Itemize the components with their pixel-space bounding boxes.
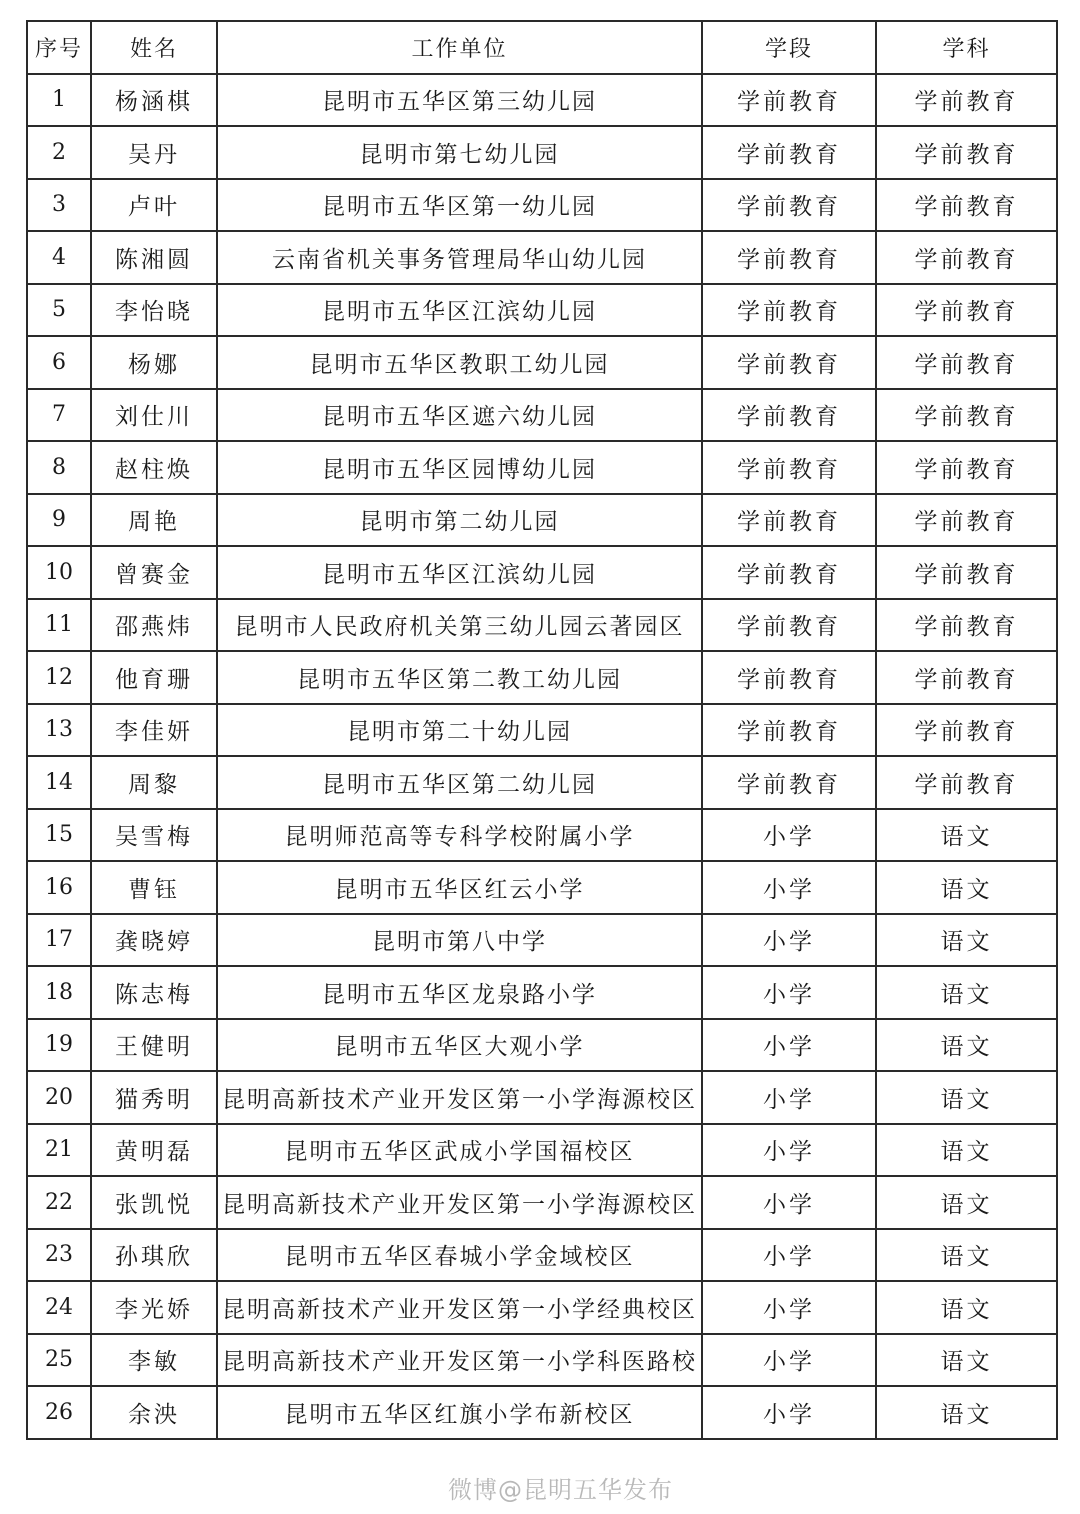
cell-name: 李光娇 (91, 1281, 217, 1334)
cell-subject: 学前教育 (876, 231, 1057, 284)
cell-subject: 语文 (876, 1071, 1057, 1124)
header-unit: 工作单位 (217, 21, 702, 74)
cell-unit: 昆明市五华区大观小学 (217, 1019, 702, 1072)
table-row (27, 1176, 1057, 1229)
table-row (27, 231, 1057, 284)
cell-no: 22 (27, 1176, 91, 1229)
cell-unit: 昆明市五华区教职工幼儿园 (217, 336, 702, 389)
cell-no: 24 (27, 1281, 91, 1334)
cell-stage: 学前教育 (702, 336, 876, 389)
table-row (27, 1019, 1057, 1072)
cell-name: 余泱 (91, 1386, 217, 1439)
cell-no: 15 (27, 809, 91, 862)
cell-subject: 语文 (876, 1281, 1057, 1334)
cell-subject: 语文 (876, 1124, 1057, 1177)
cell-unit: 昆明市第八中学 (217, 914, 702, 967)
cell-no: 26 (27, 1386, 91, 1439)
cell-subject: 学前教育 (876, 756, 1057, 809)
cell-unit: 昆明市五华区红旗小学布新校区 (217, 1386, 702, 1439)
table-row (27, 1386, 1057, 1439)
cell-subject: 学前教育 (876, 651, 1057, 704)
cell-stage: 小学 (702, 966, 876, 1019)
cell-stage: 小学 (702, 1229, 876, 1282)
teacher-roster-table (26, 20, 1058, 1440)
table-row (27, 389, 1057, 442)
cell-subject: 学前教育 (876, 126, 1057, 179)
cell-name: 吴雪梅 (91, 809, 217, 862)
cell-subject: 语文 (876, 861, 1057, 914)
cell-name: 黄明磊 (91, 1124, 217, 1177)
cell-no: 11 (27, 599, 91, 652)
cell-stage: 小学 (702, 809, 876, 862)
cell-subject: 学前教育 (876, 704, 1057, 757)
cell-name: 卢叶 (91, 179, 217, 232)
cell-name: 周艳 (91, 494, 217, 547)
cell-no: 10 (27, 546, 91, 599)
cell-no: 21 (27, 1124, 91, 1177)
cell-no: 7 (27, 389, 91, 442)
cell-name: 龚晓婷 (91, 914, 217, 967)
cell-stage: 学前教育 (702, 756, 876, 809)
roster-sheet (26, 20, 1056, 1440)
cell-unit: 昆明市五华区春城小学金域校区 (217, 1229, 702, 1282)
cell-unit: 昆明高新技术产业开发区第一小学海源校区 (217, 1176, 702, 1229)
cell-stage: 学前教育 (702, 284, 876, 337)
cell-name: 陈志梅 (91, 966, 217, 1019)
table-row (27, 284, 1057, 337)
table-row (27, 651, 1057, 704)
table-row (27, 1281, 1057, 1334)
cell-stage: 小学 (702, 914, 876, 967)
cell-name: 猫秀明 (91, 1071, 217, 1124)
table-row (27, 861, 1057, 914)
cell-stage: 小学 (702, 1386, 876, 1439)
cell-subject: 语文 (876, 914, 1057, 967)
cell-stage: 学前教育 (702, 704, 876, 757)
cell-no: 13 (27, 704, 91, 757)
table-row (27, 1334, 1057, 1387)
header-no: 序号 (27, 21, 91, 74)
table-row (27, 1124, 1057, 1177)
cell-name: 孙琪欣 (91, 1229, 217, 1282)
table-row (27, 494, 1057, 547)
cell-subject: 学前教育 (876, 546, 1057, 599)
cell-no: 6 (27, 336, 91, 389)
cell-no: 18 (27, 966, 91, 1019)
cell-name: 杨娜 (91, 336, 217, 389)
cell-unit: 昆明市五华区龙泉路小学 (217, 966, 702, 1019)
weibo-watermark: 微博@昆明五华发布 (448, 1476, 673, 1504)
cell-unit: 昆明市五华区红云小学 (217, 861, 702, 914)
cell-name: 曾赛金 (91, 546, 217, 599)
cell-unit: 云南省机关事务管理局华山幼儿园 (217, 231, 702, 284)
cell-no: 9 (27, 494, 91, 547)
cell-subject: 语文 (876, 1019, 1057, 1072)
table-row (27, 126, 1057, 179)
cell-subject: 学前教育 (876, 389, 1057, 442)
cell-unit: 昆明市五华区武成小学国福校区 (217, 1124, 702, 1177)
table-row (27, 441, 1057, 494)
cell-name: 李佳妍 (91, 704, 217, 757)
table-row (27, 756, 1057, 809)
cell-stage: 学前教育 (702, 389, 876, 442)
header-stage: 学段 (702, 21, 876, 74)
table-row (27, 704, 1057, 757)
table-row (27, 336, 1057, 389)
table-row (27, 599, 1057, 652)
cell-no: 19 (27, 1019, 91, 1072)
cell-no: 14 (27, 756, 91, 809)
table-row (27, 1229, 1057, 1282)
cell-no: 2 (27, 126, 91, 179)
cell-subject: 语文 (876, 1334, 1057, 1387)
cell-unit: 昆明市五华区第一幼儿园 (217, 179, 702, 232)
cell-name: 李怡晓 (91, 284, 217, 337)
cell-no: 25 (27, 1334, 91, 1387)
cell-stage: 学前教育 (702, 441, 876, 494)
cell-name: 赵柱焕 (91, 441, 217, 494)
cell-stage: 小学 (702, 861, 876, 914)
cell-no: 3 (27, 179, 91, 232)
cell-no: 17 (27, 914, 91, 967)
cell-stage: 小学 (702, 1124, 876, 1177)
cell-subject: 学前教育 (876, 179, 1057, 232)
cell-name: 吴丹 (91, 126, 217, 179)
cell-name: 他育珊 (91, 651, 217, 704)
cell-unit: 昆明市五华区第三幼儿园 (217, 74, 702, 127)
cell-stage: 学前教育 (702, 126, 876, 179)
cell-name: 张凯悦 (91, 1176, 217, 1229)
cell-no: 8 (27, 441, 91, 494)
cell-unit: 昆明高新技术产业开发区第一小学科医路校 (217, 1334, 702, 1387)
cell-no: 5 (27, 284, 91, 337)
cell-no: 20 (27, 1071, 91, 1124)
cell-stage: 学前教育 (702, 599, 876, 652)
cell-subject: 学前教育 (876, 74, 1057, 127)
cell-name: 刘仕川 (91, 389, 217, 442)
header-subject: 学科 (876, 21, 1057, 74)
cell-unit: 昆明市五华区江滨幼儿园 (217, 284, 702, 337)
cell-unit: 昆明师范高等专科学校附属小学 (217, 809, 702, 862)
cell-no: 12 (27, 651, 91, 704)
cell-unit: 昆明市人民政府机关第三幼儿园云著园区 (217, 599, 702, 652)
table-row (27, 914, 1057, 967)
cell-no: 4 (27, 231, 91, 284)
cell-unit: 昆明市第七幼儿园 (217, 126, 702, 179)
cell-subject: 学前教育 (876, 284, 1057, 337)
cell-unit: 昆明市五华区遮六幼儿园 (217, 389, 702, 442)
cell-stage: 学前教育 (702, 179, 876, 232)
cell-name: 王健明 (91, 1019, 217, 1072)
cell-name: 周黎 (91, 756, 217, 809)
table-row (27, 74, 1057, 127)
cell-stage: 学前教育 (702, 546, 876, 599)
cell-unit: 昆明市五华区园博幼儿园 (217, 441, 702, 494)
cell-stage: 小学 (702, 1281, 876, 1334)
cell-unit: 昆明高新技术产业开发区第一小学海源校区 (217, 1071, 702, 1124)
cell-no: 16 (27, 861, 91, 914)
cell-unit: 昆明市五华区江滨幼儿园 (217, 546, 702, 599)
table-header (27, 21, 1057, 74)
cell-stage: 学前教育 (702, 651, 876, 704)
table-row (27, 179, 1057, 232)
cell-stage: 小学 (702, 1176, 876, 1229)
cell-name: 曹钰 (91, 861, 217, 914)
table-row (27, 809, 1057, 862)
cell-unit: 昆明高新技术产业开发区第一小学经典校区 (217, 1281, 702, 1334)
cell-name: 杨涵棋 (91, 74, 217, 127)
cell-no: 1 (27, 74, 91, 127)
cell-name: 李敏 (91, 1334, 217, 1387)
cell-stage: 学前教育 (702, 494, 876, 547)
cell-subject: 语文 (876, 809, 1057, 862)
header-name: 姓名 (91, 21, 217, 74)
cell-subject: 语文 (876, 1176, 1057, 1229)
cell-subject: 学前教育 (876, 494, 1057, 547)
cell-stage: 小学 (702, 1334, 876, 1387)
cell-stage: 小学 (702, 1071, 876, 1124)
cell-stage: 学前教育 (702, 231, 876, 284)
cell-unit: 昆明市第二幼儿园 (217, 494, 702, 547)
table-row (27, 966, 1057, 1019)
cell-subject: 学前教育 (876, 336, 1057, 389)
table-row (27, 546, 1057, 599)
cell-unit: 昆明市第二十幼儿园 (217, 704, 702, 757)
cell-subject: 学前教育 (876, 441, 1057, 494)
cell-stage: 小学 (702, 1019, 876, 1072)
cell-unit: 昆明市五华区第二幼儿园 (217, 756, 702, 809)
cell-subject: 语文 (876, 1229, 1057, 1282)
table-row (27, 1071, 1057, 1124)
cell-no: 23 (27, 1229, 91, 1282)
cell-subject: 语文 (876, 966, 1057, 1019)
cell-unit: 昆明市五华区第二教工幼儿园 (217, 651, 702, 704)
cell-stage: 学前教育 (702, 74, 876, 127)
cell-subject: 语文 (876, 1386, 1057, 1439)
header-row (27, 21, 1057, 74)
table-body (27, 74, 1057, 1439)
cell-name: 陈湘圆 (91, 231, 217, 284)
cell-subject: 学前教育 (876, 599, 1057, 652)
cell-name: 邵燕炜 (91, 599, 217, 652)
